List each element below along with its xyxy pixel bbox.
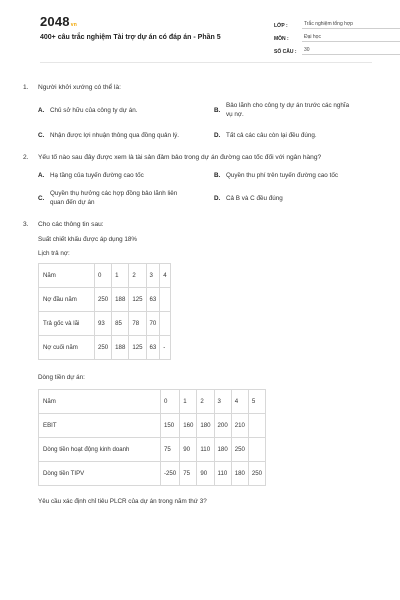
- option-text: Cả B và C đều đúng: [226, 194, 283, 202]
- table-cell: 0: [95, 264, 112, 288]
- table-row: [39, 288, 171, 312]
- question-1: [20, 84, 386, 140]
- option-text: Nhận được lợi nhuận thông qua đồng quản lý.: [50, 132, 180, 139]
- option-c[interactable]: [38, 189, 210, 207]
- table-row: [39, 336, 171, 360]
- option-letter: D.: [214, 194, 221, 202]
- meta-label: SỐ CÂU :: [274, 49, 297, 55]
- question-3: [20, 221, 386, 505]
- option-text: Hạ tầng của tuyến đường cao tốc: [50, 172, 144, 179]
- option-text: Chủ sở hữu của công ty dự án.: [50, 106, 138, 114]
- option-d[interactable]: [214, 131, 386, 140]
- meta-label: MÔN :: [274, 36, 289, 42]
- option-d[interactable]: [214, 189, 386, 207]
- question-text: Yếu tố nào sau đây được xem là tài sản đảm bảo trong dự án đường cao tốc đối với ngân hàng?: [38, 154, 322, 161]
- meta-value: Đại học: [302, 34, 400, 42]
- meta-row-count: [274, 42, 400, 55]
- table-cell: 70: [146, 312, 160, 336]
- option-letter: D.: [214, 132, 221, 139]
- table-cell: 188: [112, 288, 129, 312]
- table-row: [39, 390, 266, 414]
- table-cell: 78: [129, 312, 146, 336]
- question-text: Cho các thông tin sau:: [38, 221, 104, 228]
- table-row: [39, 462, 266, 486]
- table-cell: [160, 288, 170, 312]
- logo-text: 2048: [40, 14, 70, 29]
- question-2: [20, 154, 386, 207]
- table-cell: -: [160, 336, 170, 360]
- table-cell: 3: [214, 390, 231, 414]
- site-logo[interactable]: [40, 14, 77, 29]
- option-b[interactable]: [214, 171, 386, 180]
- document-header: [20, 0, 386, 66]
- table-cell: 63: [146, 288, 160, 312]
- table-cell: 85: [112, 312, 129, 336]
- cashflow-label: Dòng tiền dự án:: [38, 374, 85, 381]
- table-cell: 75: [161, 438, 180, 462]
- option-c[interactable]: [38, 131, 210, 140]
- page-title: 400+ câu trắc nghiệm Tài trợ dự án có đáp án - Phần 5: [40, 34, 221, 41]
- table-cell: 110: [214, 462, 231, 486]
- option-letter: A.: [38, 172, 45, 179]
- header-divider: [40, 62, 372, 63]
- table-cell: 3: [146, 264, 160, 288]
- table-cell: 1: [180, 390, 197, 414]
- option-text: Bảo lãnh cho công ty dự án trước các nghĩa vụ nợ.: [226, 102, 350, 118]
- question-text: Người khởi xướng có thể là:: [38, 84, 122, 91]
- table-cell: 125: [129, 336, 146, 360]
- table-cell: 93: [95, 312, 112, 336]
- logo-suffix: vn: [70, 22, 77, 28]
- option-letter: B.: [214, 172, 221, 179]
- discount-rate-text: Suất chiết khấu được áp dụng 18%: [38, 236, 138, 243]
- document-meta: [274, 16, 400, 55]
- meta-value: 30: [302, 47, 400, 55]
- table-cell: 90: [197, 462, 214, 486]
- cashflow-table: [38, 389, 266, 486]
- table-row: [39, 414, 266, 438]
- table-row: [39, 312, 171, 336]
- table-cell: 210: [231, 414, 248, 438]
- table-cell: 180: [231, 462, 248, 486]
- table-cell: Nợ đầu năm: [39, 288, 95, 312]
- question-number: 2.: [23, 154, 29, 161]
- option-letter: A.: [38, 106, 45, 114]
- table-cell: EBIT: [39, 414, 161, 438]
- table-cell: 90: [180, 438, 197, 462]
- table-cell: Năm: [39, 264, 95, 288]
- table-cell: [248, 414, 265, 438]
- table-cell: Dòng tiền hoạt động kinh doanh: [39, 438, 161, 462]
- table-cell: 150: [161, 414, 180, 438]
- table-cell: 5: [248, 390, 265, 414]
- meta-row-class: [274, 16, 400, 29]
- table-cell: 250: [95, 288, 112, 312]
- table-cell: 0: [161, 390, 180, 414]
- table-cell: 250: [231, 438, 248, 462]
- table-cell: 4: [231, 390, 248, 414]
- table-cell: 2: [197, 390, 214, 414]
- option-letter: B.: [214, 106, 221, 114]
- table-cell: 125: [129, 288, 146, 312]
- table-cell: Năm: [39, 390, 161, 414]
- option-a[interactable]: [38, 171, 210, 180]
- table-cell: -250: [161, 462, 180, 486]
- table-cell: 75: [180, 462, 197, 486]
- option-b[interactable]: [214, 101, 386, 119]
- table-cell: 160: [180, 414, 197, 438]
- table-cell: 110: [197, 438, 214, 462]
- question-number: 3.: [23, 221, 29, 228]
- table-cell: 4: [160, 264, 170, 288]
- option-text: Quyền thu phí trên tuyến đường cao tốc: [226, 172, 338, 179]
- table-cell: 200: [214, 414, 231, 438]
- debt-schedule-table: [38, 263, 171, 360]
- table-row: [39, 438, 266, 462]
- requirement-text: Yêu cầu xác định chỉ tiêu PLCR của dự án trong năm thứ 3?: [38, 498, 207, 505]
- meta-value: Trắc nghiệm tổng hợp: [302, 21, 400, 29]
- question-number: 1.: [23, 84, 29, 91]
- meta-row-subject: [274, 29, 400, 42]
- option-text: Quyền thụ hưởng các hợp đồng bảo lãnh liên quan đến dự án: [50, 190, 178, 206]
- option-text: Tất cả các câu còn lại đều đúng.: [226, 132, 317, 139]
- meta-label: LỚP :: [274, 23, 288, 29]
- table-cell: 188: [112, 336, 129, 360]
- table-cell: 180: [197, 414, 214, 438]
- table-row: [39, 264, 171, 288]
- table-cell: Nợ cuối năm: [39, 336, 95, 360]
- schedule-label: Lịch trả nợ:: [38, 250, 70, 257]
- table-cell: 2: [129, 264, 146, 288]
- table-cell: Trả gốc và lãi: [39, 312, 95, 336]
- table-cell: 63: [146, 336, 160, 360]
- table-cell: 250: [248, 462, 265, 486]
- table-cell: [160, 312, 170, 336]
- table-cell: 1: [112, 264, 129, 288]
- table-cell: 180: [214, 438, 231, 462]
- option-a[interactable]: [38, 101, 210, 119]
- table-cell: 250: [95, 336, 112, 360]
- option-letter: C.: [38, 194, 45, 202]
- table-cell: Dòng tiền TIPV: [39, 462, 161, 486]
- option-letter: C.: [38, 132, 45, 139]
- table-cell: [248, 438, 265, 462]
